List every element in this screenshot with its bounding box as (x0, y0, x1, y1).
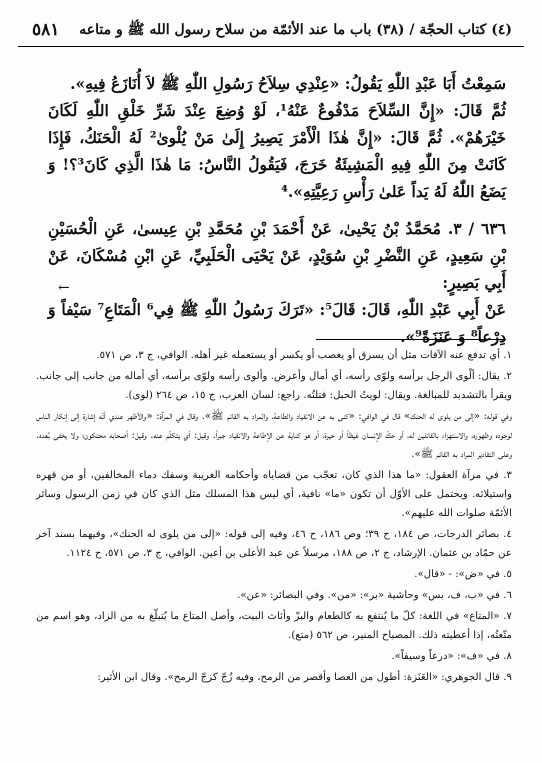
main-text (48, 70, 506, 350)
hadith-isnad: ٦٣٦ / ٣. مُحَمَّدُ بْنُ يَحْيىٰ، عَنْ أَحْمَدَ بْنِ مُحَمَّدِ بْنِ عِيسىٰ، عَنِ الْحُسَيْنِ بْنِ سَعِيدٍ، عَنِ النَّضْرِ بْنِ سُوَيْدٍ، عَنْ يَحْيَى الْحَلَبِيِّ، عَنِ ابْنِ مُسْكَانَ، عَنْ أَبِي بَصِيرٍ: (48, 219, 506, 292)
footnote: ٤. بصائر الدرجات، ص ١٨٤، ح ٣٩؛ وص ١٨٦، ح ٤٦، وفيه إلى قوله: «إلى من يلوى له الحنك»، وفيهما بسند آخر عن حمّاد بن عثمان. الإرشاد، ج ٢، ص ١٨٨، مرسلاً عن عبد الأعلى بن أعين. الوافي، ج ٣، ص ٥٧١، ح ١١٢٤. (36, 529, 513, 559)
footnote: ١. أي تدفع عنه الآفات مثل أن يسرق أو يغصب أو يكسر أو يستعمله غير أهله. الوافي، ج ٣، ص ٥٧١. (96, 350, 512, 361)
footnote-divider (316, 339, 506, 340)
footnote: ٨. في «ف»: «درعاً وسيفاً». (391, 651, 512, 662)
footnote: وفي قوله: «إلى من يلوى له الحنك» قال في الوافي: «كنى به عن الانقياد والطاعة، والمراد به القائم ﷺ». وقال في المرآة: «والأظهر عندي أنّه إشارة إلى إنكار الناس لوجوده وظهوره، والاستهزاء بالقائلين له، أو حكّ الإنسان غيظاً أو حيرة، أو هو كناية عن الإطاعة والانقياد جبراً. وقيل: أي يتكلّم عنه. وقيل: أصحابه محتكون؛ ولا يخفى بُعده. وعلى التقادير المراد به القائم ﷺ». (36, 411, 512, 460)
hadith-continuation: ثُمَّ قَالَ: «إِنَّ السِّلاَحَ مَدْفُوعٌ عَنْهُ¹، لَوْ وُضِعَ عِنْدَ شَرِّ خَلْقِ اللّٰهِ لَكَانَ خَيْرَهُمْ». ثُمَّ قَالَ: «إِنَّ هٰذَا الْأَمْرَ يَصِيرُ إِلَىٰ مَنْ يُلْوىٰ² لَهُ الْحَنَكُ، فَإِذَا كَانَتْ مِنَ اللّٰهِ فِيهِ الْمَشِيئَةُ خَرَجَ، فَيَقُولُ النَّاسُ: مَا هٰذَا الَّذِي كَانَ³؟! وَ يَضَعُ اللّٰهُ لَهُ يَداً عَلىٰ رَأْسِ رَعِيَّتِهِ».⁴ (48, 101, 507, 201)
page-number: ٥٨١ (32, 20, 60, 40)
page-header (18, 12, 524, 47)
footnote: ٢. يقال: ألْوى الرجل برأسه ولوّى رأسه، أي أمال وأعرض. وألوى رأسه ولوّى برأسه، أي أماله من جانب إلى جانب. ويقرأ بالتشديد للمبالغة. ويقال: لويتُ الحبل: فتلتُه. راجع: لسان العرب، ج ١٥، ص ٢٦٤ (لوى). (36, 371, 512, 401)
footnote: ٧. «المتاع» في اللغة: كلّ ما يُنتفع به كالطعام والبزّ وأثاث البيت، وأصل المتاع ما يُتبلّغ به من الزاد، وهو اسم من متّعتُه، إذا أعطيته ذلك. المصباح المنير، ص ٥٦٢ (متع). (36, 611, 512, 641)
footnote: ٥. في «ض»: - «قال». (414, 569, 512, 580)
running-title: (٤) كتاب الحجّة / (٣٨) باب ما عند الأئمّة من سلاح رسول الله ﷺ و متاعه (79, 22, 512, 38)
footnote: ٣. في مرآة العقول: «ما هذا الذي كان، تعجّب من قضاياه وأحكامه الغريبة وسفك دماء المخالفين، أو من قهره واستيلائه. ويحتمل على الأوّل أن تكون «ما» نافية، أي ليس هذا المسلك مثل الذي كان في زمن الرسول وسائر الأئمّة صلوات الله عليهم». (36, 470, 512, 519)
continuation-arrow: ← (58, 280, 70, 296)
hadith-opening: سَمِعْتُ أَبَا عَبْدِ اللّٰهِ يَقُولُ: «عِنْدِي سِلاَحُ رَسُولِ اللّٰهِ ﷺ لاَ أُنَازَعُ فِيهِ». (70, 74, 506, 93)
footnote: ٩. قال الجوهري: «العَنَزة: أطول من العصا وأقصر من الرمح، وفيه زُجّ كزجّ الرمح». وقال ابن الأثير: (97, 672, 512, 683)
footnotes (36, 346, 512, 689)
footnote: ٦. في «ب، ف، بس» وحاشية «بر»: «من». وفي البصائر: «عن». (237, 590, 512, 601)
hadith-matn: عَنْ أَبِي عَبْدِ اللّٰهِ، قَالَ: قَالَ⁵: «تَرَكَ رَسُولُ اللّٰهِ ﷺ فِي⁶ الْمَتَاعِ⁷ سَيْفاً وَ دِرْعاً⁸ وَ عَنَزَةً⁹». (48, 300, 506, 346)
